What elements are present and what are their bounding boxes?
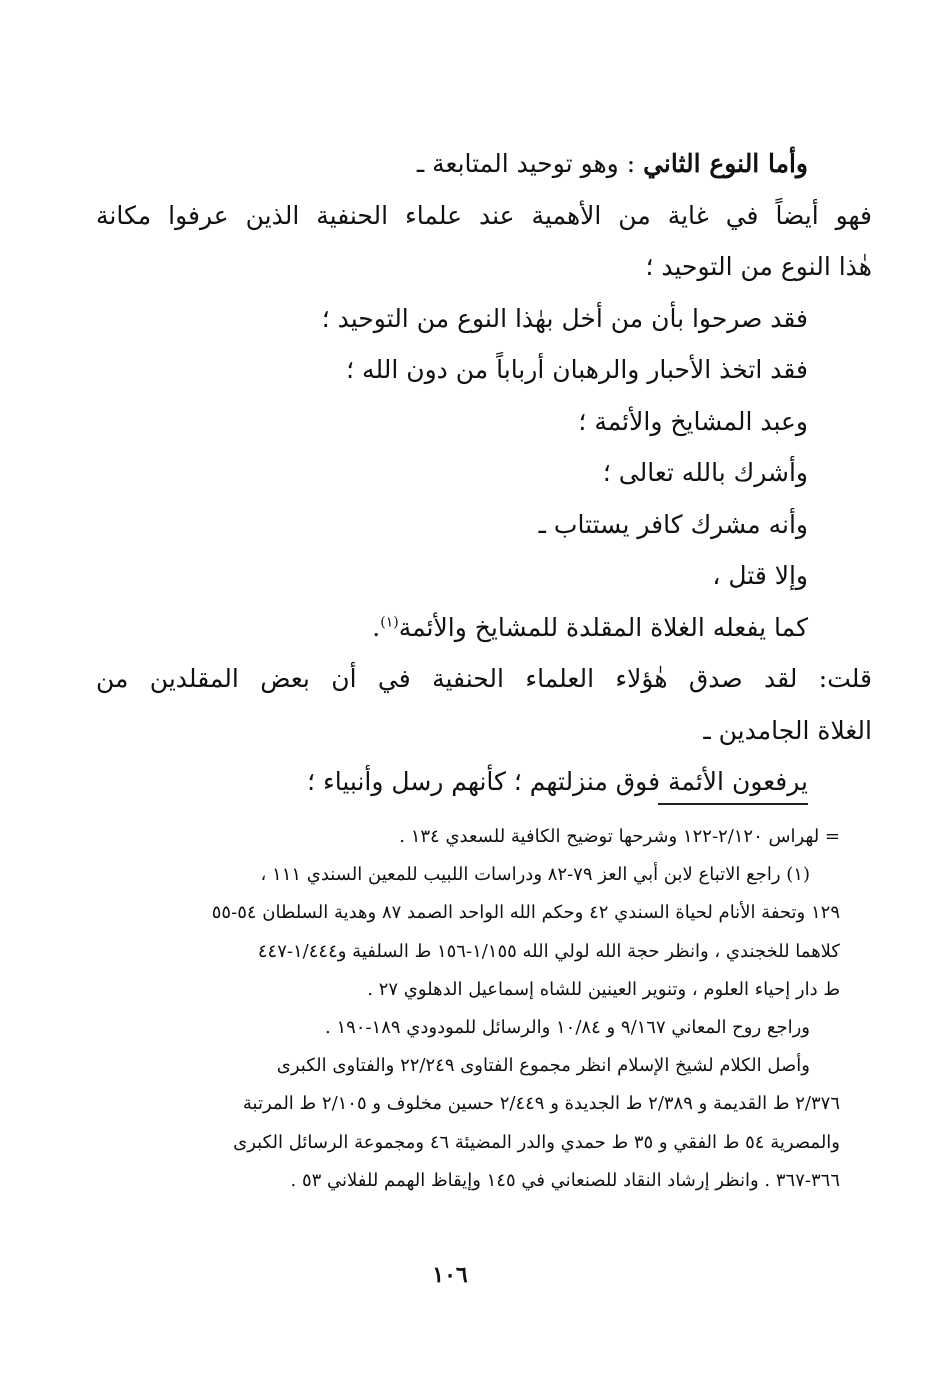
text-line-11: الغلاة الجامدين ـ bbox=[703, 715, 872, 745]
footnote-reference[interactable]: (١) bbox=[380, 614, 399, 631]
footnote-1-line-2: ١٢٩ وتحفة الأنام لحياة السندي ٤٢ وحكم الله الواحد الصمد ٨٧ وهدية السلطان ٥٤-٥٥ bbox=[211, 902, 840, 924]
text-line-12: يرفعون الأئمة فوق منزلتهم ؛ كأنهم رسل وأنبياء ؛ bbox=[307, 767, 808, 796]
text-line-2: هٰذا النوع من التوحيد ؛ bbox=[645, 252, 872, 281]
footnote-1-paragraph-2: وراجع روح المعاني ٩/١٦٧ و ١٠/٨٤ والرسائل للمودودي ١٨٩-١٩٠ . bbox=[324, 1017, 810, 1039]
heading-rest: : وهو توحيد المتابعة ـ bbox=[416, 149, 636, 178]
text-line-1: فهو أيضاً في غاية من الأهمية عند علماء الحنفية الذين عرفوا مكانة bbox=[96, 200, 872, 230]
text-line-4: فقد اتخذ الأحبار والرهبان أرباباً من دون الله ؛ bbox=[346, 355, 808, 384]
text-line-9-end: . bbox=[372, 612, 381, 642]
text-line-9 bbox=[96, 602, 808, 654]
footnote-1-paragraph-3-line-4: ٣٦٦-٣٦٧ . وانظر إرشاد النقاد للصنعاني في ١٤٥ وإيقاظ الهمم للفلاني ٥٣ . bbox=[290, 1169, 840, 1191]
text-line-10: قلت: لقد صدق هٰؤلاء العلماء الحنفية في أن بعض المقلدين من bbox=[96, 664, 872, 693]
page-number: ١٠٦ bbox=[432, 1262, 468, 1288]
text-line-6: وأشرك بالله تعالى ؛ bbox=[602, 458, 808, 487]
footnote-1-line-4: ط دار إحياء العلوم ، وتنوير العينين للشاه إسماعيل الدهلوي ٢٧ . bbox=[367, 978, 840, 1000]
footnote-1-paragraph-3-line-2: ٢/٣٧٦ ط القديمة و ٢/٣٨٩ ط الجديدة و ٢/٤٤٩ حسين مخلوف و ٢/١٠٥ ط المرتبة bbox=[242, 1093, 840, 1115]
text-line-8: وإلا قتل ، bbox=[712, 561, 808, 590]
footnote-separator bbox=[658, 803, 808, 805]
text-line-5: وعبد المشايخ والأئمة ؛ bbox=[578, 406, 808, 436]
footnote-1-line-1: (١) راجع الاتباع لابن أبي العز ٧٩-٨٢ ودراسات اللبيب للمعين السندي ١١١ ، bbox=[260, 864, 810, 886]
heading-bold: وأما النوع الثاني bbox=[643, 149, 808, 178]
footnote-1-paragraph-3-line-3: والمصرية ٥٤ ط الفقي و ٣٥ ط حمدي والدر المضيئة ٤٦ ومجموعة الرسائل الكبرى bbox=[233, 1131, 840, 1153]
footnote-continuation: = لهراس ٢/١٢٠-١٢٢ وشرحها توضيح الكافية للسعدي ١٣٤ . bbox=[399, 826, 840, 847]
heading-line bbox=[96, 138, 808, 190]
footnote-1-line-3: كلاهما للخجندي ، وانظر حجة الله لولي الله ١/١٥٥-١٥٦ ط السلفية و١/٤٤٤-٤٤٧ bbox=[257, 940, 840, 962]
footnote-1-paragraph-3-line-1: وأصل الكلام لشيخ الإسلام انظر مجموع الفتاوى ٢٢/٢٤٩ والفتاوى الكبرى bbox=[276, 1055, 810, 1077]
text-line-9-body: كما يفعله الغلاة المقلدة للمشايخ والأئمة bbox=[398, 612, 808, 642]
footnotes bbox=[100, 818, 840, 1200]
text-line-7: وأنه مشرك كافر يستتاب ـ bbox=[538, 509, 808, 539]
main-text bbox=[96, 138, 872, 808]
text-line-3: فقد صرحوا بأن من أخل بهٰذا النوع من التوحيد ؛ bbox=[321, 303, 808, 333]
